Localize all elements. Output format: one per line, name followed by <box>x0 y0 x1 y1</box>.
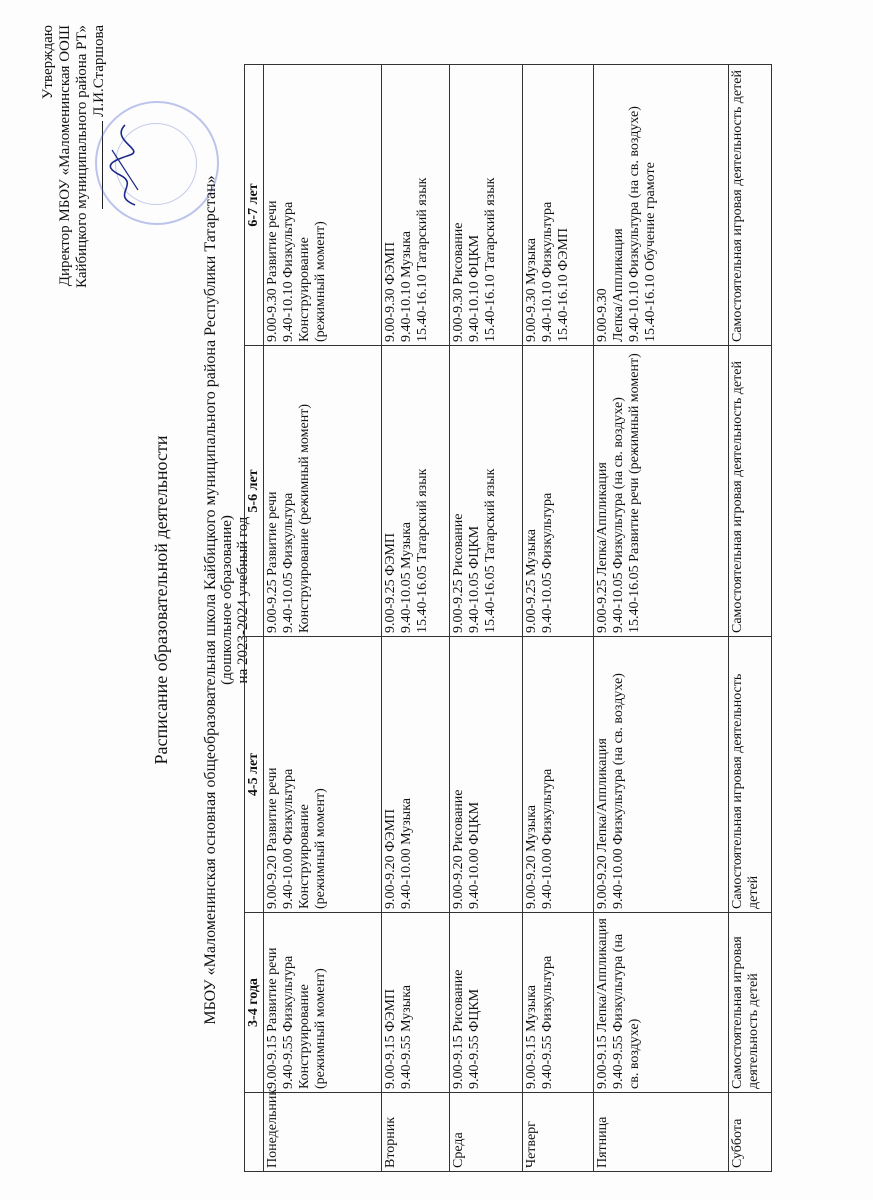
table-header-row <box>245 65 264 1172</box>
schedule-entry: 9.00-9.15 Лепка/Аппликация <box>595 918 610 1089</box>
schedule-cell <box>523 65 594 346</box>
schedule-cell <box>382 65 450 346</box>
day-cell: Суббота <box>729 1093 772 1172</box>
schedule-cell <box>729 65 772 346</box>
schedule-entry: 9.00-9.30 Развитие речи <box>265 200 280 342</box>
schedule-cell <box>382 637 450 913</box>
schedule-cell <box>523 346 594 637</box>
table-row <box>594 65 729 1172</box>
schedule-entry: 9.40-10.05 Музыка <box>399 521 414 633</box>
schedule-entry: 15.40-16.10 ФЭМП <box>556 227 571 342</box>
schedule-cell <box>450 637 523 913</box>
schedule-entry: 9.40-10.05 Физкультура <box>540 492 555 633</box>
schedule-entry: (режимный момент) <box>313 788 328 909</box>
schedule-cell <box>729 913 772 1093</box>
schedule-entry: Самостоятельная игровая деятельность детей <box>730 936 761 1089</box>
schedule-entry: 9.40-10.05 Физкультура <box>281 492 296 633</box>
table-row <box>729 65 772 1172</box>
schedule-entry: 15.40-16.05 Татарский язык <box>415 468 430 633</box>
schedule-entry: 9.40-10.05 ФЦКМ <box>467 525 482 633</box>
schedule-entry: 9.00-9.20 Музыка <box>524 804 539 909</box>
header-age-5-6: 5-6 лет <box>245 346 264 637</box>
schedule-entry: Самостоятельная игровая деятельность детей <box>730 70 745 342</box>
schedule-entry: 9.00-9.25 Развитие речи <box>265 491 280 633</box>
schedule-entry: 9.00-9.25 ФЭМП <box>383 532 398 633</box>
subtitle-preschool: (дошкольное образование) <box>219 515 235 685</box>
schedule-cell <box>729 637 772 913</box>
schedule-entry: 9.00-9.15 Рисование <box>451 969 466 1089</box>
schedule-entry: 9.40-10.10 ФЦКМ <box>467 234 482 342</box>
day-cell: Вторник <box>382 1093 450 1172</box>
schedule-cell <box>729 346 772 637</box>
schedule-entry: 9.00-9.20 Лепка/Аппликация <box>595 738 610 909</box>
schedule-entry: 9.40-10.05 Физкультура (на св. воздухе) <box>611 397 626 633</box>
titles-block <box>150 90 251 1110</box>
schedule-entry: 9.40-10.10 Физкультура <box>540 201 555 342</box>
schedule-cell <box>523 913 594 1093</box>
schedule-entry: 15.40-16.05 Развитие речи (режимный момент) <box>627 353 642 633</box>
schedule-entry: 15.40-16.05 Татарский язык <box>483 468 498 633</box>
schedule-cell <box>382 913 450 1093</box>
schedule-entry: 9.40-10.10 Физкультура <box>281 201 296 342</box>
organization-title: МБОУ «Маломенинская основная общеобразовательная школа Кайбицкого муниципального района Республики Татарстан» <box>202 175 219 1025</box>
schedule-entry: 9.00-9.30 Музыка <box>524 237 539 342</box>
schedule-entry: 9.00-9.25 Музыка <box>524 528 539 633</box>
schedule-entry: 9.40-10.00 Музыка <box>399 797 414 909</box>
schedule-entry: 9.00-9.15 Музыка <box>524 984 539 1089</box>
schedule-entry: 9.40-10.00 Физкультура <box>281 768 296 909</box>
page-title: Расписание образовательной деятельности <box>151 435 171 765</box>
schedule-cell <box>264 346 382 637</box>
table-row <box>264 65 382 1172</box>
table-row <box>450 65 523 1172</box>
schedule-entry: 9.40-10.00 ФЦКМ <box>467 801 482 909</box>
schedule-cell <box>264 637 382 913</box>
subtitle-year: на 2023-2024 учебный год <box>235 516 251 684</box>
schedule-entry: 9.00-9.15 Развитие речи <box>265 947 280 1089</box>
schedule-entry: 9.40-9.55 Физкультура <box>540 955 555 1089</box>
header-age-4-5: 4-5 лет <box>245 637 264 913</box>
schedule-entry: 9.00-9.20 Рисование <box>451 789 466 909</box>
schedule-entry: 15.40-16.10 Обучение грамоте <box>643 162 658 342</box>
schedule-entry: 9.40-9.55 Физкультура (на св. воздухе) <box>611 933 642 1089</box>
approval-signer: Л.И.Старшова <box>91 25 107 117</box>
schedule-entry: Конструирование (режимный момент) <box>297 968 328 1089</box>
schedule-cell <box>594 637 729 913</box>
schedule-table <box>244 64 772 1172</box>
schedule-entry: Самостоятельная игровая деятельность детей <box>730 673 761 909</box>
schedule-cell <box>594 913 729 1093</box>
schedule-cell <box>264 65 382 346</box>
schedule-entry: 9.00-9.30 Рисование <box>451 222 466 342</box>
schedule-entry: 15.40-16.10 Татарский язык <box>415 177 430 342</box>
approval-line-1: Утверждаю <box>40 25 56 100</box>
schedule-entry: 9.40-10.10 Физкультура (на св. воздухе) <box>627 106 642 342</box>
approval-line-2: Директор МБОУ «Маломенинская ООШ <box>57 25 73 287</box>
handwritten-signature <box>100 120 150 210</box>
schedule-entry: 9.40-9.55 Физкультура <box>281 955 296 1089</box>
schedule-entry: 9.40-9.55 Музыка <box>399 984 414 1089</box>
day-cell: Пятница <box>594 1093 729 1172</box>
approval-line-3: Кайбицкого муниципального района РТ» <box>74 25 90 288</box>
schedule-entry: 9.00-9.25 Рисование <box>451 513 466 633</box>
schedule-cell <box>264 913 382 1093</box>
schedule-entry: 9.00-9.20 Развитие речи <box>265 767 280 909</box>
schedule-cell <box>382 346 450 637</box>
schedule-entry: 9.00-9.20 ФЭМП <box>383 808 398 909</box>
schedule-entry: 9.40-10.00 Физкультура (на св. воздухе) <box>611 673 626 909</box>
schedule-cell <box>450 346 523 637</box>
schedule-entry: 9.00-9.30 ФЭМП <box>383 241 398 342</box>
table-row <box>382 65 450 1172</box>
day-cell: Четверг <box>523 1093 594 1172</box>
schedule-entry: 9.00-9.15 ФЭМП <box>383 988 398 1089</box>
header-age-3-4: 3-4 года <box>245 913 264 1093</box>
header-day <box>245 1093 264 1172</box>
table-row <box>523 65 594 1172</box>
schedule-entry: Конструирование (режимный момент) <box>297 403 312 633</box>
schedule-cell <box>450 65 523 346</box>
schedule-entry: Конструирование <box>297 804 312 909</box>
schedule-cell <box>523 637 594 913</box>
schedule-entry: 9.40-9.55 ФЦКМ <box>467 988 482 1089</box>
schedule-entry: Конструирование <box>297 237 312 342</box>
schedule-cell <box>594 65 729 346</box>
schedule-entry: 15.40-16.10 Татарский язык <box>483 177 498 342</box>
schedule-entry: Самостоятельная игровая деятельность детей <box>730 361 745 633</box>
day-cell: Понедельник <box>264 1093 382 1172</box>
schedule-entry: 9.40-10.00 Физкультура <box>540 768 555 909</box>
schedule-cell <box>450 913 523 1093</box>
schedule-cell <box>594 346 729 637</box>
schedule-entry: 9.40-10.10 Музыка <box>399 230 414 342</box>
schedule-entry: 9.00-9.25 Лепка/Аппликация <box>595 462 610 633</box>
day-cell: Среда <box>450 1093 523 1172</box>
schedule-entry: 9.00-9.30 <box>595 288 610 342</box>
header-age-6-7: 6-7 лет <box>245 65 264 346</box>
schedule-entry: (режимный момент) <box>313 221 328 342</box>
schedule-entry: Лепка/Аппликация <box>611 228 626 342</box>
